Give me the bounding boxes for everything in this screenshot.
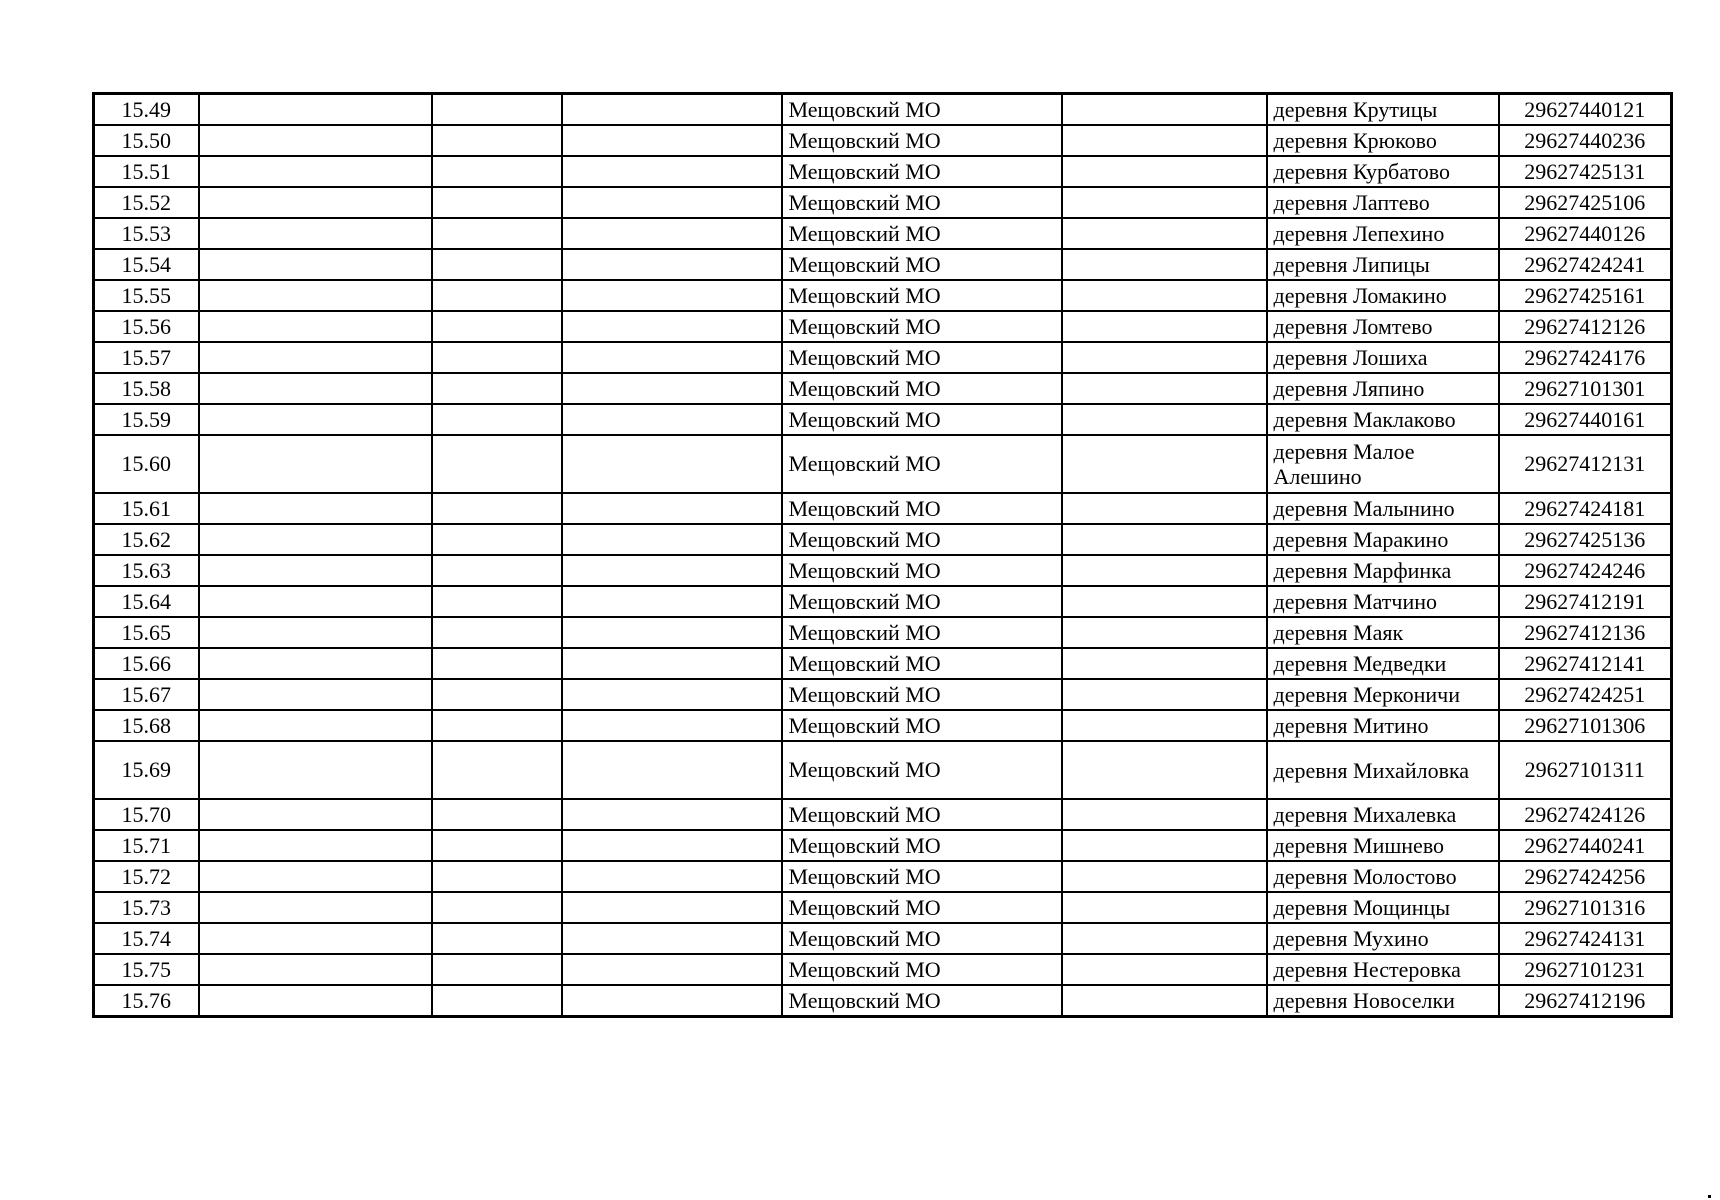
table-row: [94, 156, 1672, 187]
empty-cell: [1062, 218, 1267, 249]
municipality-cell: Мещовский МО: [782, 830, 1062, 861]
municipality-cell: Мещовский МО: [782, 404, 1062, 435]
municipality-cell: Мещовский МО: [782, 156, 1062, 187]
empty-cell: [199, 954, 432, 985]
empty-cell: [562, 435, 782, 493]
oktmo-code-cell: 29627424251: [1499, 679, 1672, 710]
oktmo-code-cell: 29627425136: [1499, 524, 1672, 555]
empty-cell: [562, 311, 782, 342]
row-number-cell: 15.54: [94, 249, 199, 280]
table-body: [94, 94, 1672, 1017]
table-row: [94, 373, 1672, 404]
row-number-cell: 15.62: [94, 524, 199, 555]
table-row: [94, 218, 1672, 249]
row-number-cell: 15.65: [94, 617, 199, 648]
settlement-cell: деревня Лепехино: [1267, 218, 1499, 249]
empty-cell: [199, 985, 432, 1017]
row-number-cell: 15.61: [94, 493, 199, 524]
oktmo-code-cell: 29627440241: [1499, 830, 1672, 861]
table-row: [94, 404, 1672, 435]
settlement-cell: деревня Мерконичи: [1267, 679, 1499, 710]
settlement-cell: деревня Митино: [1267, 710, 1499, 741]
table-row: [94, 679, 1672, 710]
empty-cell: [1062, 892, 1267, 923]
row-number-cell: 15.66: [94, 648, 199, 679]
table-row: [94, 586, 1672, 617]
table-row: [94, 493, 1672, 524]
row-number-cell: 15.76: [94, 985, 199, 1017]
row-number-cell: 15.75: [94, 954, 199, 985]
settlement-cell: деревня Мощинцы: [1267, 892, 1499, 923]
empty-cell: [562, 125, 782, 156]
empty-cell: [432, 586, 562, 617]
empty-cell: [199, 94, 432, 126]
municipality-cell: Мещовский МО: [782, 493, 1062, 524]
oktmo-code-cell: 29627424241: [1499, 249, 1672, 280]
empty-cell: [1062, 249, 1267, 280]
settlement-cell: деревня Молостово: [1267, 861, 1499, 892]
row-number-cell: 15.69: [94, 741, 199, 799]
empty-cell: [1062, 493, 1267, 524]
empty-cell: [1062, 555, 1267, 586]
oktmo-code-cell: 29627425106: [1499, 187, 1672, 218]
empty-cell: [562, 156, 782, 187]
row-number-cell: 15.50: [94, 125, 199, 156]
table-row: [94, 861, 1672, 892]
empty-cell: [1062, 373, 1267, 404]
table-row: [94, 555, 1672, 586]
settlement-cell: деревня Курбатово: [1267, 156, 1499, 187]
empty-cell: [199, 679, 432, 710]
row-number-cell: 15.64: [94, 586, 199, 617]
empty-cell: [562, 555, 782, 586]
empty-cell: [562, 741, 782, 799]
empty-cell: [199, 799, 432, 830]
empty-cell: [432, 617, 562, 648]
table-row: [94, 741, 1672, 799]
table-row: [94, 830, 1672, 861]
row-number-cell: 15.52: [94, 187, 199, 218]
oktmo-code-cell: 29627425131: [1499, 156, 1672, 187]
empty-cell: [199, 156, 432, 187]
empty-cell: [1062, 648, 1267, 679]
oktmo-code-cell: 29627440236: [1499, 125, 1672, 156]
settlement-cell: деревня Крюково: [1267, 125, 1499, 156]
table-row: [94, 125, 1672, 156]
empty-cell: [432, 524, 562, 555]
municipality-cell: Мещовский МО: [782, 648, 1062, 679]
oktmo-code-cell: 29627424131: [1499, 923, 1672, 954]
settlement-cell: деревня Ляпино: [1267, 373, 1499, 404]
empty-cell: [432, 493, 562, 524]
oktmo-code-cell: 29627101311: [1499, 741, 1672, 799]
empty-cell: [432, 373, 562, 404]
empty-cell: [199, 249, 432, 280]
empty-cell: [199, 218, 432, 249]
table-row: [94, 524, 1672, 555]
empty-cell: [562, 342, 782, 373]
oktmo-code-cell: 29627424126: [1499, 799, 1672, 830]
settlement-cell: деревня Ломакино: [1267, 280, 1499, 311]
empty-cell: [432, 435, 562, 493]
row-number-cell: 15.59: [94, 404, 199, 435]
municipality-cell: Мещовский МО: [782, 741, 1062, 799]
empty-cell: [562, 493, 782, 524]
empty-cell: [199, 187, 432, 218]
empty-cell: [562, 249, 782, 280]
municipality-cell: Мещовский МО: [782, 710, 1062, 741]
settlement-cell: деревня Новоселки: [1267, 985, 1499, 1017]
municipality-cell: Мещовский МО: [782, 617, 1062, 648]
oktmo-code-cell: 29627101306: [1499, 710, 1672, 741]
row-number-cell: 15.60: [94, 435, 199, 493]
row-number-cell: 15.53: [94, 218, 199, 249]
empty-cell: [432, 679, 562, 710]
empty-cell: [562, 923, 782, 954]
municipality-cell: Мещовский МО: [782, 985, 1062, 1017]
empty-cell: [432, 985, 562, 1017]
empty-cell: [199, 493, 432, 524]
empty-cell: [432, 741, 562, 799]
municipality-cell: Мещовский МО: [782, 373, 1062, 404]
municipality-cell: Мещовский МО: [782, 861, 1062, 892]
empty-cell: [199, 555, 432, 586]
empty-cell: [432, 404, 562, 435]
empty-cell: [562, 710, 782, 741]
row-number-cell: 15.55: [94, 280, 199, 311]
row-number-cell: 15.72: [94, 861, 199, 892]
settlement-cell: деревня Маяк: [1267, 617, 1499, 648]
empty-cell: [199, 648, 432, 679]
empty-cell: [432, 954, 562, 985]
oktmo-code-cell: 29627440126: [1499, 218, 1672, 249]
settlement-cell: деревня Медведки: [1267, 648, 1499, 679]
empty-cell: [199, 892, 432, 923]
oktmo-code-cell: 29627101301: [1499, 373, 1672, 404]
oktmo-code-cell: 29627440121: [1499, 94, 1672, 126]
oktmo-code-cell: 29627412126: [1499, 311, 1672, 342]
municipality-cell: Мещовский МО: [782, 218, 1062, 249]
empty-cell: [432, 861, 562, 892]
empty-cell: [1062, 187, 1267, 218]
settlement-cell: деревня Лаптево: [1267, 187, 1499, 218]
settlement-cell: деревня Малынино: [1267, 493, 1499, 524]
empty-cell: [1062, 710, 1267, 741]
empty-cell: [199, 373, 432, 404]
oktmo-code-cell: 29627412196: [1499, 985, 1672, 1017]
row-number-cell: 15.68: [94, 710, 199, 741]
oktmo-code-cell: 29627412131: [1499, 435, 1672, 493]
settlement-cell: деревня Маклаково: [1267, 404, 1499, 435]
table-row: [94, 710, 1672, 741]
row-number-cell: 15.51: [94, 156, 199, 187]
settlement-cell: деревня Липицы: [1267, 249, 1499, 280]
settlement-cell: деревня Михайловка: [1267, 741, 1499, 799]
empty-cell: [432, 156, 562, 187]
empty-cell: [199, 710, 432, 741]
empty-cell: [432, 892, 562, 923]
oktmo-code-cell: 29627101316: [1499, 892, 1672, 923]
empty-cell: [562, 617, 782, 648]
table-row: [94, 617, 1672, 648]
municipality-cell: Мещовский МО: [782, 954, 1062, 985]
empty-cell: [562, 830, 782, 861]
row-number-cell: 15.57: [94, 342, 199, 373]
empty-cell: [1062, 311, 1267, 342]
empty-cell: [562, 648, 782, 679]
settlement-cell: деревня Крутицы: [1267, 94, 1499, 126]
settlement-cell: деревня Лошиха: [1267, 342, 1499, 373]
empty-cell: [562, 94, 782, 126]
table-row: [94, 187, 1672, 218]
empty-cell: [1062, 954, 1267, 985]
scan-speck: [1708, 1195, 1711, 1198]
oktmo-code-cell: 29627101231: [1499, 954, 1672, 985]
empty-cell: [432, 311, 562, 342]
table-row: [94, 648, 1672, 679]
empty-cell: [562, 799, 782, 830]
row-number-cell: 15.74: [94, 923, 199, 954]
municipality-cell: Мещовский МО: [782, 892, 1062, 923]
oktmo-code-cell: 29627424176: [1499, 342, 1672, 373]
municipality-cell: Мещовский МО: [782, 249, 1062, 280]
empty-cell: [199, 404, 432, 435]
municipality-cell: Мещовский МО: [782, 342, 1062, 373]
oktmo-code-cell: 29627412141: [1499, 648, 1672, 679]
empty-cell: [199, 586, 432, 617]
empty-cell: [432, 555, 562, 586]
empty-cell: [1062, 861, 1267, 892]
settlement-cell: деревня Нестеровка: [1267, 954, 1499, 985]
oktmo-code-cell: 29627424181: [1499, 493, 1672, 524]
empty-cell: [562, 679, 782, 710]
empty-cell: [1062, 985, 1267, 1017]
row-number-cell: 15.73: [94, 892, 199, 923]
row-number-cell: 15.58: [94, 373, 199, 404]
empty-cell: [432, 799, 562, 830]
empty-cell: [199, 617, 432, 648]
row-number-cell: 15.67: [94, 679, 199, 710]
oktmo-code-cell: 29627424246: [1499, 555, 1672, 586]
table-row: [94, 435, 1672, 493]
empty-cell: [562, 985, 782, 1017]
settlement-cell: деревня Мишнево: [1267, 830, 1499, 861]
empty-cell: [1062, 342, 1267, 373]
empty-cell: [432, 125, 562, 156]
empty-cell: [432, 218, 562, 249]
empty-cell: [1062, 586, 1267, 617]
empty-cell: [432, 342, 562, 373]
table-row: [94, 342, 1672, 373]
empty-cell: [562, 280, 782, 311]
settlement-cell: деревня Маракино: [1267, 524, 1499, 555]
empty-cell: [562, 954, 782, 985]
municipality-cell: Мещовский МО: [782, 187, 1062, 218]
row-number-cell: 15.63: [94, 555, 199, 586]
empty-cell: [1062, 741, 1267, 799]
table-row: [94, 799, 1672, 830]
empty-cell: [199, 861, 432, 892]
oktmo-code-cell: 29627424256: [1499, 861, 1672, 892]
table-row: [94, 94, 1672, 126]
table-row: [94, 923, 1672, 954]
municipality-cell: Мещовский МО: [782, 311, 1062, 342]
empty-cell: [562, 586, 782, 617]
empty-cell: [562, 218, 782, 249]
empty-cell: [1062, 404, 1267, 435]
empty-cell: [199, 830, 432, 861]
empty-cell: [432, 923, 562, 954]
municipality-cell: Мещовский МО: [782, 524, 1062, 555]
table-row: [94, 280, 1672, 311]
municipality-cell: Мещовский МО: [782, 280, 1062, 311]
empty-cell: [562, 861, 782, 892]
empty-cell: [1062, 156, 1267, 187]
municipality-cell: Мещовский МО: [782, 555, 1062, 586]
table-row: [94, 892, 1672, 923]
empty-cell: [1062, 830, 1267, 861]
municipality-cell: Мещовский МО: [782, 679, 1062, 710]
table-row: [94, 249, 1672, 280]
settlement-cell: деревня Марфинка: [1267, 555, 1499, 586]
table-row: [94, 954, 1672, 985]
empty-cell: [199, 435, 432, 493]
settlements-table: [92, 92, 1673, 1018]
row-number-cell: 15.70: [94, 799, 199, 830]
empty-cell: [1062, 799, 1267, 830]
municipality-cell: Мещовский МО: [782, 94, 1062, 126]
municipality-cell: Мещовский МО: [782, 923, 1062, 954]
municipality-cell: Мещовский МО: [782, 125, 1062, 156]
empty-cell: [1062, 679, 1267, 710]
empty-cell: [199, 280, 432, 311]
empty-cell: [432, 280, 562, 311]
empty-cell: [432, 648, 562, 679]
municipality-cell: Мещовский МО: [782, 435, 1062, 493]
oktmo-code-cell: 29627440161: [1499, 404, 1672, 435]
settlement-cell: деревня Михалевка: [1267, 799, 1499, 830]
empty-cell: [199, 923, 432, 954]
municipality-cell: Мещовский МО: [782, 799, 1062, 830]
empty-cell: [562, 187, 782, 218]
settlement-cell: деревня Матчино: [1267, 586, 1499, 617]
empty-cell: [199, 125, 432, 156]
row-number-cell: 15.49: [94, 94, 199, 126]
empty-cell: [1062, 617, 1267, 648]
empty-cell: [432, 710, 562, 741]
municipality-cell: Мещовский МО: [782, 586, 1062, 617]
settlement-cell: деревня Малое Алешино: [1267, 435, 1499, 493]
empty-cell: [199, 741, 432, 799]
empty-cell: [199, 342, 432, 373]
empty-cell: [1062, 94, 1267, 126]
empty-cell: [1062, 524, 1267, 555]
settlement-cell: деревня Мухино: [1267, 923, 1499, 954]
row-number-cell: 15.71: [94, 830, 199, 861]
empty-cell: [562, 892, 782, 923]
empty-cell: [432, 94, 562, 126]
empty-cell: [562, 524, 782, 555]
empty-cell: [1062, 280, 1267, 311]
empty-cell: [432, 830, 562, 861]
empty-cell: [199, 524, 432, 555]
empty-cell: [432, 249, 562, 280]
empty-cell: [432, 187, 562, 218]
table-row: [94, 311, 1672, 342]
empty-cell: [562, 373, 782, 404]
empty-cell: [1062, 923, 1267, 954]
oktmo-code-cell: 29627425161: [1499, 280, 1672, 311]
empty-cell: [1062, 125, 1267, 156]
empty-cell: [199, 311, 432, 342]
oktmo-code-cell: 29627412136: [1499, 617, 1672, 648]
empty-cell: [1062, 435, 1267, 493]
row-number-cell: 15.56: [94, 311, 199, 342]
settlement-cell: деревня Ломтево: [1267, 311, 1499, 342]
table-row: [94, 985, 1672, 1017]
oktmo-code-cell: 29627412191: [1499, 586, 1672, 617]
empty-cell: [562, 404, 782, 435]
